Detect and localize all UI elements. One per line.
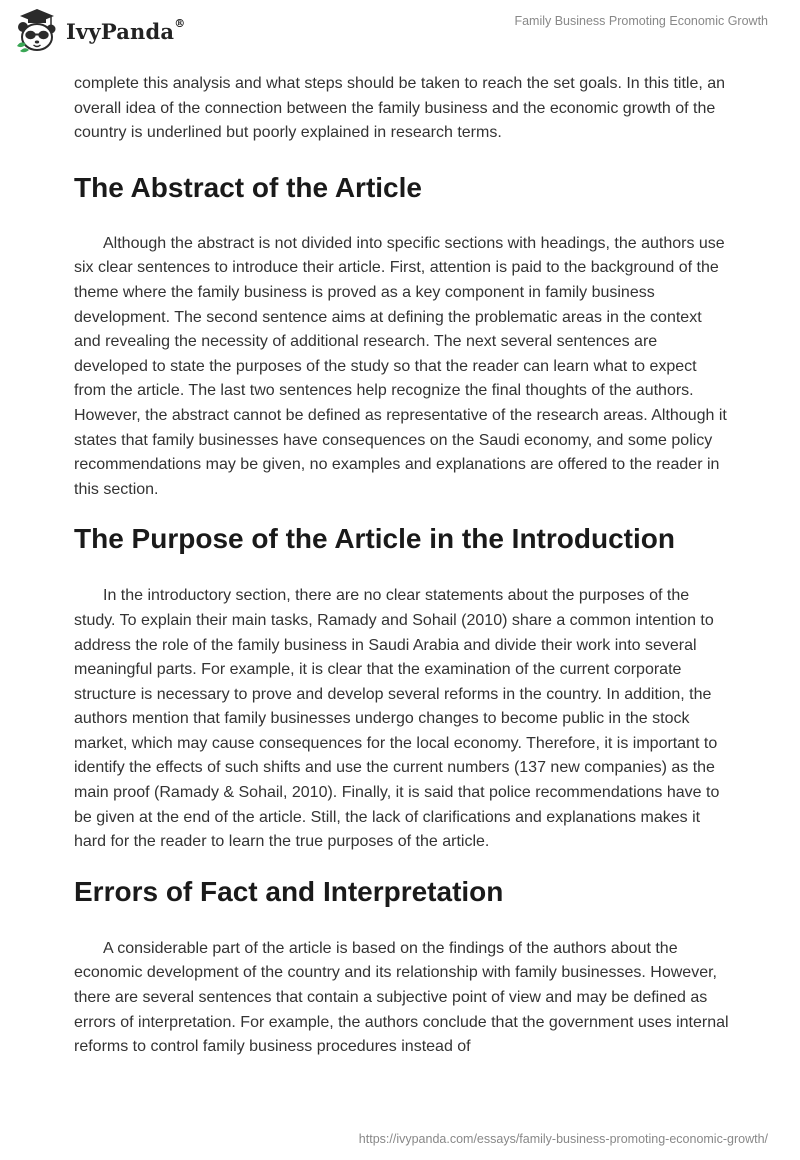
section-paragraph-purpose: In the introductory section, there are no clear statements about the purposes of the study. To explain their main tasks, Ramady and Sohail (2010) share a common intention to address the role of the family business in Saudi Arabia and divide their work into several meaningful parts. For example, it is clear that the examination of the current corporate structure is necessary to prove and develop several reforms in the country. In addition, the authors mention that family businesses undergo changes to become public in the stock market, which may cause consequences for the local economy. Therefore, it is important to identify the effects of such shifts and use the current numbers (137 new companies) as the main proof (Ramady & Sohail, 2010). Finally, it is said that police recommendations have to be given at the end of the article. Still, the lack of clarifications and explanations makes it hard for the reader to learn the true purposes of the article. [74, 587, 720, 851]
section-heading-abstract: The Abstract of the Article [74, 171, 422, 203]
brand-name: IvyPanda® [66, 16, 186, 44]
panda-icon [14, 8, 60, 54]
section-heading-errors: Errors of Fact and Interpretation [74, 875, 504, 907]
section-heading-purpose: The Purpose of the Article in the Introduction [74, 523, 675, 555]
essay-body [74, 72, 730, 1060]
page-header [0, 0, 800, 64]
section-paragraph-errors: A considerable part of the article is based on the findings of the authors about the economic development of the country and its relationship with family businesses. However, there are several sentences that contain a subjective point of view and may be defined as errors of interpretation. For example, the authors conclude that the government uses internal reforms to control family business procedures instead of [74, 939, 729, 1056]
intro-paragraph: complete this analysis and what steps should be taken to reach the set goals. In this title, an overall idea of the connection between the family business and the economic growth of the country is underlined but poorly explained in research terms. [74, 75, 726, 142]
document-title: Family Business Promoting Economic Growth [514, 14, 768, 28]
section-paragraph-abstract: Although the abstract is not divided into specific sections with headings, the authors use six clear sentences to introduce their article. First, attention is paid to the background of the theme where the family business is proved as a key component in family business development. The second sentence aims at defining the problematic areas in the context and revealing the necessity of additional research. The next several sentences are developed to state the purposes of the study so that the reader can learn what to expect from the article. The last two sentences help recognize the final thoughts of the authors. However, the abstract cannot be defined as representative of the research areas. Although it states that family businesses have consequences on the Saudi economy, and some policy recommendations may be given, no examples and explanations are offered to the reader in this section. [74, 234, 727, 498]
source-url-link[interactable]: https://ivypanda.com/essays/family-business-promoting-economic-growth/ [358, 1132, 768, 1146]
ivypanda-logo[interactable] [14, 8, 185, 54]
